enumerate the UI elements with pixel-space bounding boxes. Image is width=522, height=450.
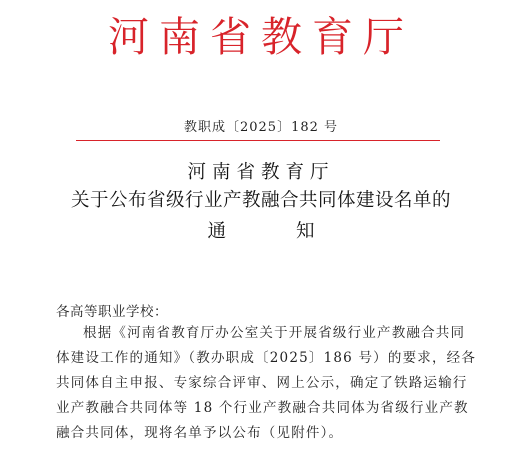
notice-title-char-2: 知 xyxy=(296,221,315,242)
body-line: 根据《河南省教育厅办公室关于开展省级行业产教融合共同 xyxy=(83,325,466,341)
addressee: 各高等职业学校： xyxy=(56,304,168,320)
notice-title-char-1: 通 xyxy=(207,221,226,242)
body-paragraph xyxy=(56,321,477,446)
notice-title-type xyxy=(0,219,522,245)
notice-title-issuer: 河南省教育厅 xyxy=(187,162,335,183)
notice-title-subject: 关于公布省级行业产教融合共同体建设名单的 xyxy=(70,190,451,211)
body-line: 业产教融合共同体等 18 个行业产教融合共同体为省级行业产教 xyxy=(56,400,469,416)
red-divider-line xyxy=(76,140,440,141)
body-line: 体建设工作的通知》（教办职成〔2025〕186 号）的要求，经各 xyxy=(56,350,477,366)
body-line: 融合共同体，现将名单予以公布（见附件）。 xyxy=(56,425,344,441)
document-number: 教职成〔2025〕182 号 xyxy=(183,120,339,135)
letterhead-title: 河南省教育厅 xyxy=(108,13,414,61)
body-line: 共同体自主申报、专家综合评审、网上公示，确定了铁路运输行 xyxy=(56,375,468,391)
